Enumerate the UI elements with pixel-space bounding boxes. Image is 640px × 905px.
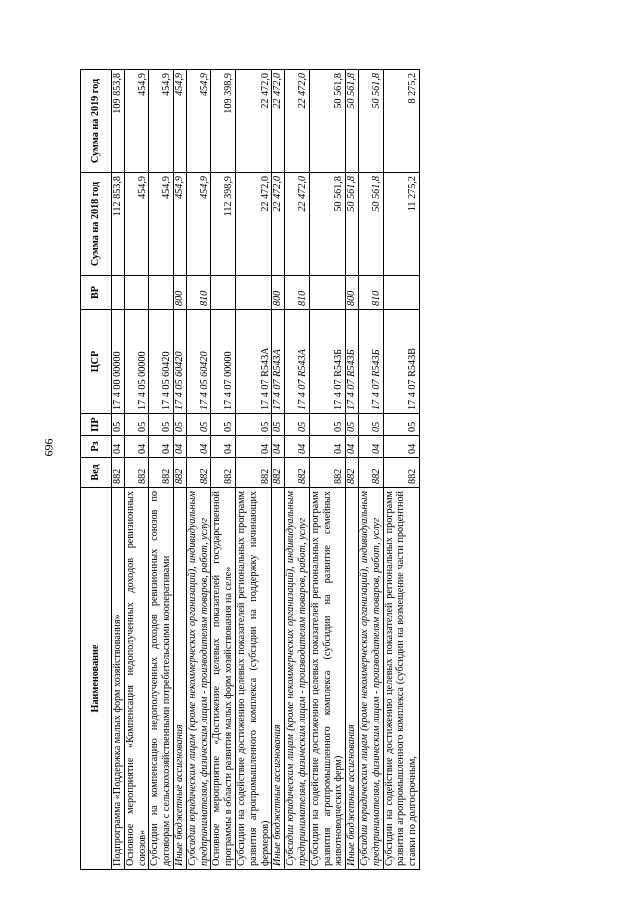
cell-sum-2018: 50 561,8 [346,173,359,276]
cell-sum-2018: 50 561,8 [309,173,345,276]
cell-rz: 04 [346,436,359,458]
cell-rz: 04 [272,436,285,458]
cell-sum-2018: 112 398,9 [211,173,236,276]
cell-pr: 05 [285,414,310,436]
cell-sum-2019: 454,9 [173,70,186,173]
cell-rz: 04 [358,436,383,458]
table-row [346,70,359,870]
cell-name: Субсидии на компенсацию недополученных доходов ревизионных союзов по договорам с сельскохозяйственными потребительскими кооперативами [149,488,174,870]
cell-sum-2019: 22 472,0 [285,70,310,173]
cell-csr: 17 4 05 00000 [124,310,149,414]
cell-pr: 05 [211,414,236,436]
table-row [173,70,186,870]
cell-ved: 882 [272,458,285,488]
cell-name: Субсидии на содействие достижению целевых показателей региональных программ развития агропромышленного комплекса (субсидии на возмещение части процентной ставки по долгосрочным, [383,488,419,870]
budget-table [80,69,420,870]
cell-sum-2018: 22 472,0 [285,173,310,276]
header-csr: ЦСР [81,310,112,414]
cell-pr: 05 [272,414,285,436]
cell-sum-2019: 109 398,9 [211,70,236,173]
cell-csr: 17 4 00 00000 [112,310,125,414]
page-number: 696 [41,438,56,457]
cell-vr: 800 [346,276,359,310]
cell-ved: 882 [173,458,186,488]
cell-ved: 882 [358,458,383,488]
cell-csr: 17 4 07 00000 [211,310,236,414]
cell-sum-2018: 50 561,8 [358,173,383,276]
cell-sum-2019: 454,9 [124,70,149,173]
cell-sum-2019: 109 853,8 [112,70,125,173]
header-sum-2018: Сумма на 2018 год [81,173,112,276]
cell-vr [211,276,236,310]
cell-csr: 17 4 07 R543Б [346,310,359,414]
cell-rz: 04 [309,436,345,458]
cell-csr: 17 4 07 R543А [272,310,285,414]
cell-csr: 17 4 07 R543Б [358,310,383,414]
cell-vr: 800 [272,276,285,310]
cell-ved: 882 [285,458,310,488]
table-row [112,70,125,870]
cell-ved: 882 [346,458,359,488]
table-row [383,70,419,870]
cell-sum-2019: 50 561,8 [346,70,359,173]
cell-vr [149,276,174,310]
cell-pr: 05 [149,414,174,436]
cell-sum-2019: 22 472,0 [235,70,271,173]
cell-sum-2018: 112 853,8 [112,173,125,276]
cell-sum-2018: 454,9 [173,173,186,276]
cell-sum-2019: 50 561,8 [358,70,383,173]
cell-csr: 17 4 07 R543В [383,310,419,414]
cell-name: Субсидии на содействие достижению целевых показателей региональных программ развития агропромышленного комплекса (субсидии на развитие семейных животноводческих ферм) [309,488,345,870]
budget-table-container [80,70,620,870]
cell-pr: 05 [124,414,149,436]
cell-rz: 04 [383,436,419,458]
header-sum-2019: Сумма на 2019 год [81,70,112,173]
cell-ved: 882 [211,458,236,488]
cell-pr: 05 [235,414,271,436]
table-row [272,70,285,870]
cell-sum-2019: 454,9 [186,70,211,173]
cell-sum-2019: 50 561,8 [309,70,345,173]
header-name: Наименование [81,488,112,870]
cell-sum-2019: 8 275,2 [383,70,419,173]
cell-pr: 05 [346,414,359,436]
cell-csr: 17 4 05 60420 [173,310,186,414]
cell-sum-2018: 454,9 [149,173,174,276]
cell-ved: 882 [124,458,149,488]
header-rz: Рз [81,436,112,458]
table-body [112,70,420,870]
cell-name: Субсидии юридическим лицам (кроме некоммерческих организаций), индивидуальным предпринимателям, физическим лицам - производителям товаров, работ, услуг [358,488,383,870]
table-row [211,70,236,870]
cell-csr: 17 4 07 R543Б [309,310,345,414]
cell-name: Основное мероприятие «Компенсация недополученных доходов ревизионных союзов» [124,488,149,870]
header-ved: Вед [81,458,112,488]
cell-pr: 05 [186,414,211,436]
cell-pr: 05 [309,414,345,436]
cell-name: Иные бюджетные ассигнования [272,488,285,870]
cell-name: Субсидии на содействие достижению целевых показателей региональных программ развития агропромышленного комплекса (субсидии на поддержку начинающих фермеров) [235,488,271,870]
cell-rz: 04 [173,436,186,458]
header-pr: ПР [81,414,112,436]
cell-ved: 882 [309,458,345,488]
table-row [186,70,211,870]
header-vr: ВР [81,276,112,310]
cell-vr [235,276,271,310]
cell-rz: 04 [149,436,174,458]
cell-sum-2018: 22 472,0 [235,173,271,276]
cell-sum-2018: 454,9 [124,173,149,276]
cell-sum-2018: 11 275,2 [383,173,419,276]
table-header-row [81,70,112,870]
cell-rz: 04 [285,436,310,458]
cell-vr [124,276,149,310]
cell-ved: 882 [383,458,419,488]
cell-rz: 04 [186,436,211,458]
cell-rz: 04 [112,436,125,458]
cell-name: Субсидии юридическим лицам (кроме некоммерческих организаций), индивидуальным предпринимателям, физическим лицам - производителям товаров, работ, услуг [285,488,310,870]
cell-vr: 810 [358,276,383,310]
cell-csr: 17 4 07 R543А [285,310,310,414]
table-row [149,70,174,870]
cell-rz: 04 [235,436,271,458]
cell-csr: 17 4 05 60420 [149,310,174,414]
cell-sum-2018: 454,9 [186,173,211,276]
cell-vr [112,276,125,310]
cell-ved: 882 [235,458,271,488]
cell-vr [383,276,419,310]
table-row [309,70,345,870]
table-row [358,70,383,870]
table-row [124,70,149,870]
cell-pr: 05 [173,414,186,436]
cell-pr: 05 [112,414,125,436]
cell-sum-2019: 454,9 [149,70,174,173]
cell-vr: 810 [186,276,211,310]
cell-pr: 05 [383,414,419,436]
cell-ved: 882 [149,458,174,488]
cell-csr: 17 4 05 60420 [186,310,211,414]
cell-vr: 810 [285,276,310,310]
cell-name: Субсидии юридическим лицам (кроме некоммерческих организаций), индивидуальным предпринимателям, физическим лицам - производителям товаров, работ, услуг [186,488,211,870]
cell-ved: 882 [112,458,125,488]
cell-vr: 800 [173,276,186,310]
cell-name: Подпрограмма «Поддержка малых форм хозяйствования» [112,488,125,870]
cell-name: Иные бюджетные ассигнования [346,488,359,870]
cell-rz: 04 [211,436,236,458]
table-row [285,70,310,870]
cell-csr: 17 4 07 R543А [235,310,271,414]
cell-pr: 05 [358,414,383,436]
cell-name: Основное мероприятие «Достижение целевых показателей государственной программы в области развития малых форм хозяйствования на селе» [211,488,236,870]
cell-vr [309,276,345,310]
cell-name: Иные бюджетные ассигнования [173,488,186,870]
cell-rz: 04 [124,436,149,458]
cell-sum-2018: 22 472,0 [272,173,285,276]
cell-ved: 882 [186,458,211,488]
cell-sum-2019: 22 472,0 [272,70,285,173]
table-row [235,70,271,870]
